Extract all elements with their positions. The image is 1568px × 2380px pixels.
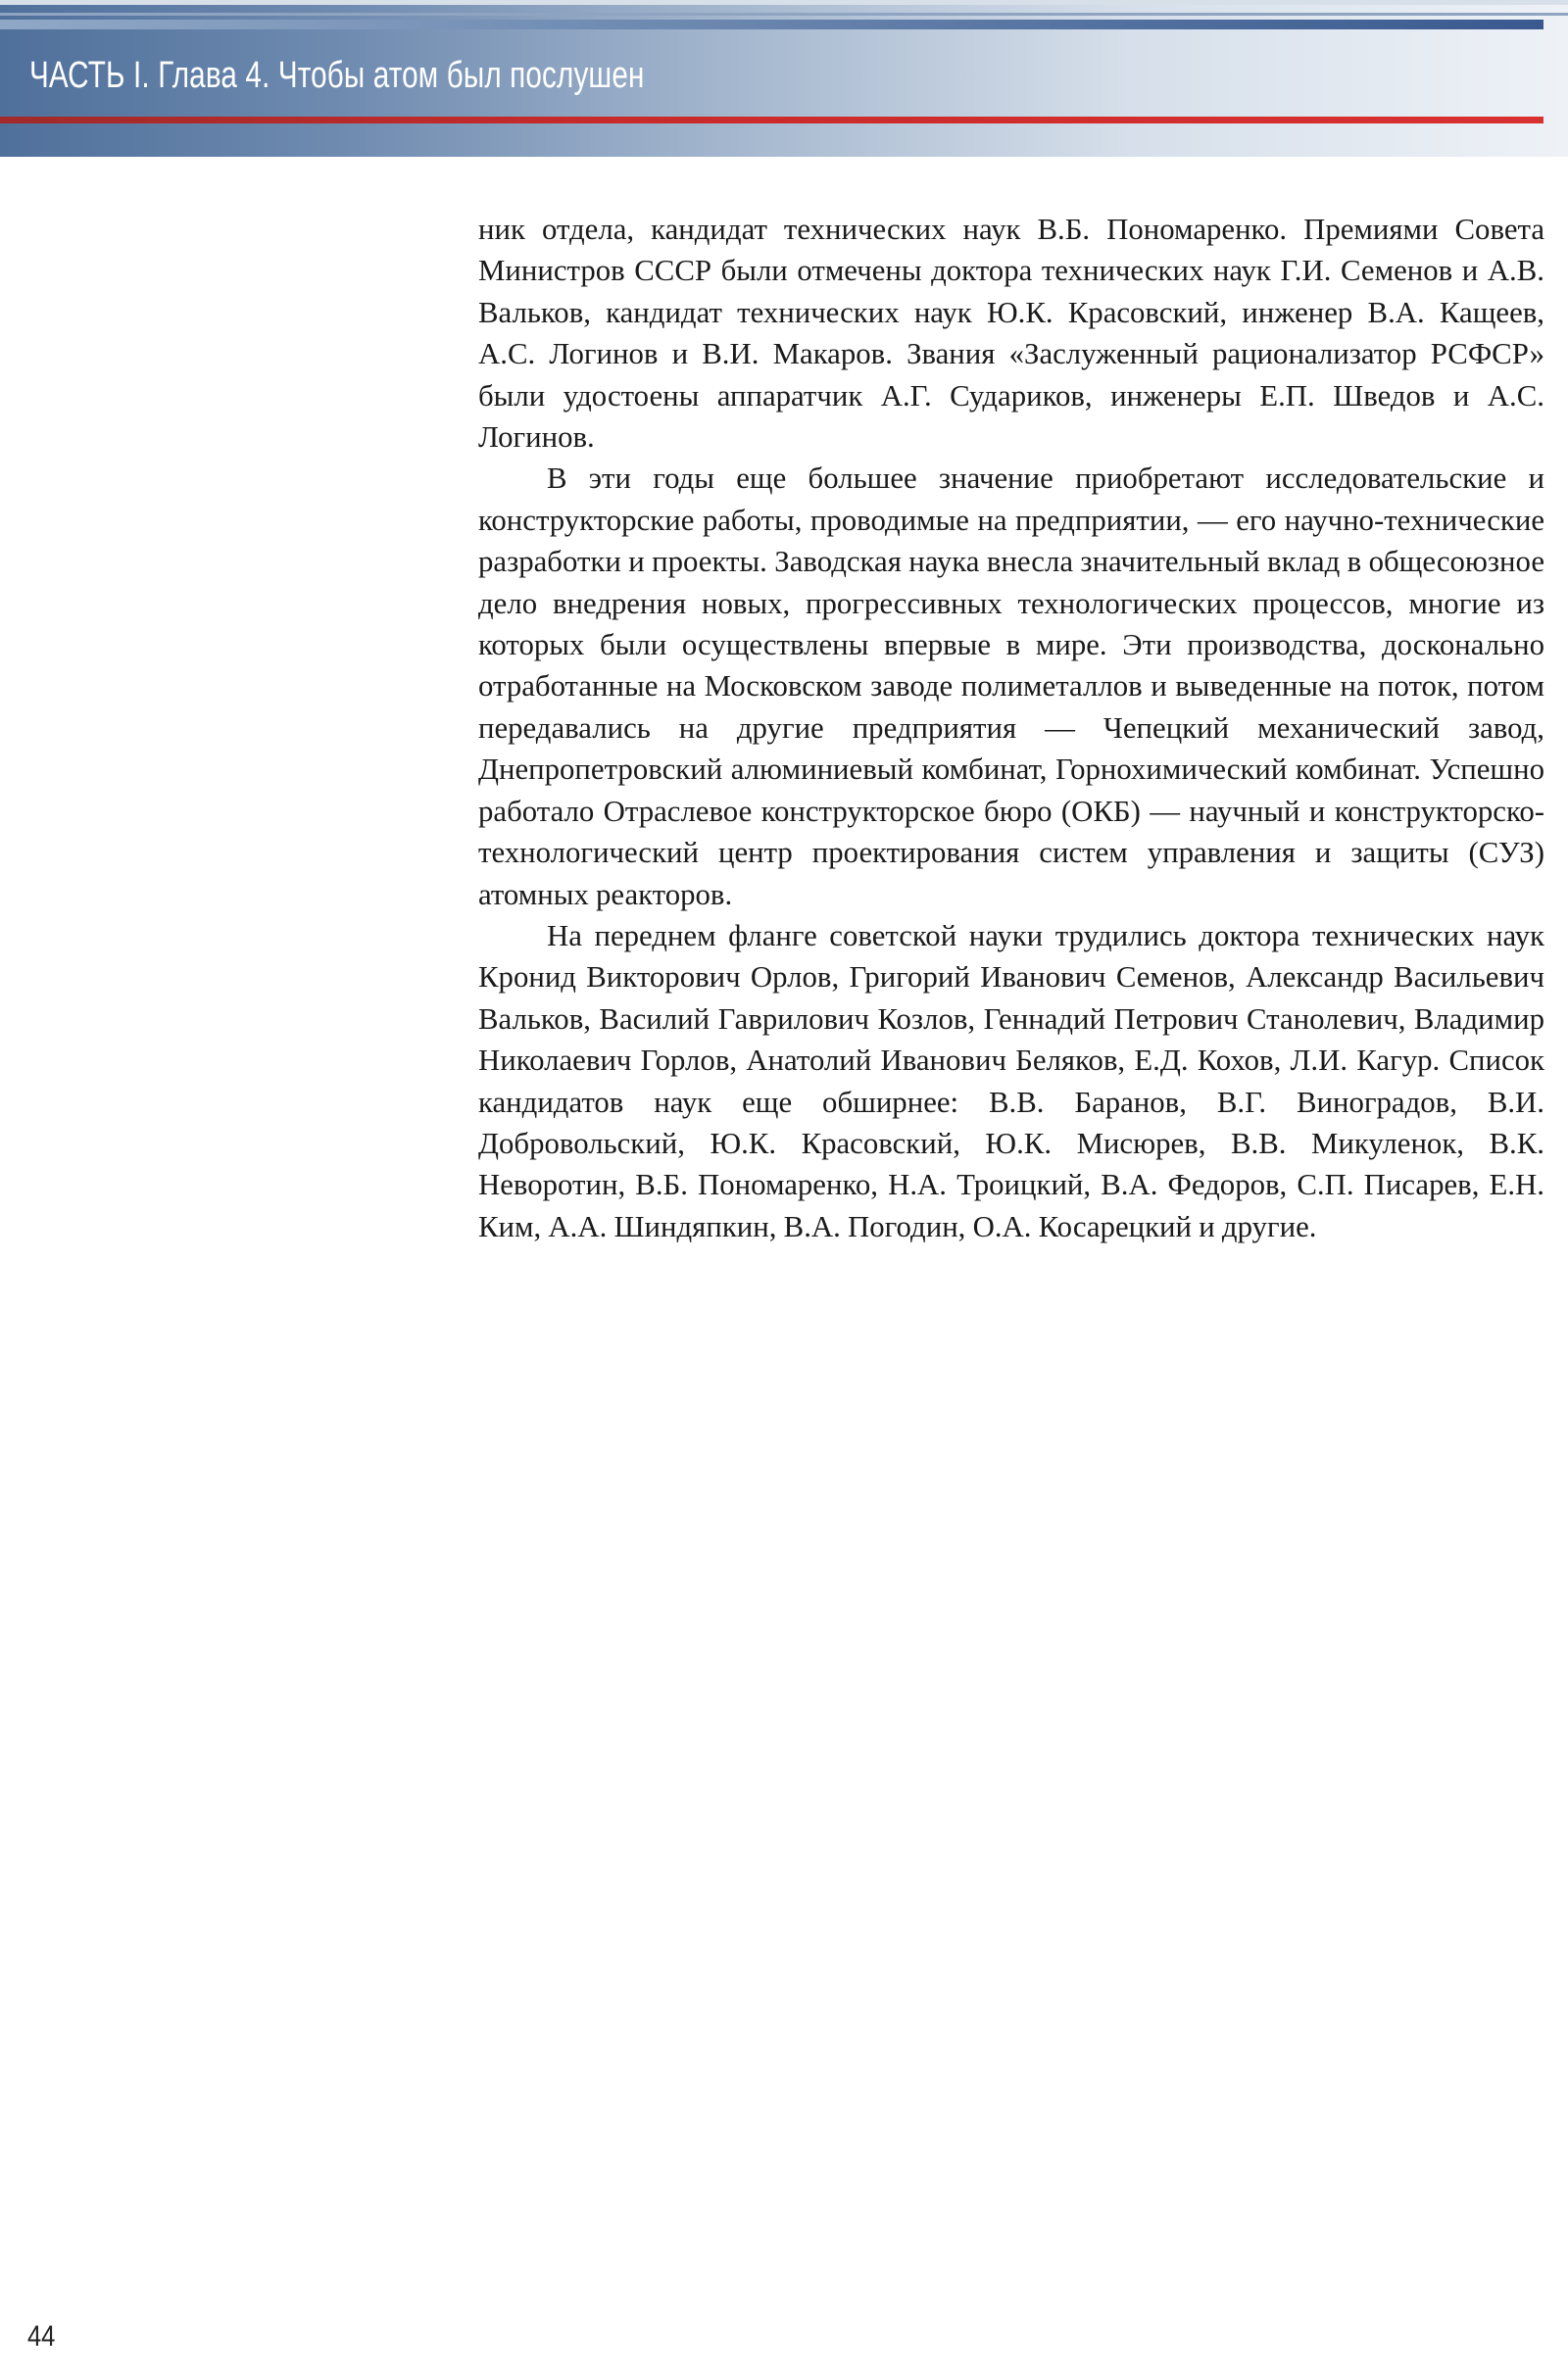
header-thin-stripe [0, 13, 1568, 16]
paragraph-3: На переднем фланге советской науки трудились доктора технических наук Кронид Викторович Орлов, Григорий Иванович Семенов, Александр Васильевич Вальков, Василий Гаврилович Козлов, Геннадий Петрович Станолевич, Владимир Николаевич Горлов, Анатолий Иванович Беляков, Е.Д. Кохов, Л.И. Кагур. Список кандидатов наук еще обширнее: В.В. Баранов, В.Г. Виноградов, В.И. Добровольский, Ю.К. Красовский, Ю.К. Мисюрев, В.В. Микуленок, В.К. Неворотин, В.Б. Пономаренко, Н.А. Троицкий, В.А. Федоров, С.П. Писарев, Е.Н. Ким, А.А. Шиндяпкин, В.А. Погодин, О.А. Косарецкий и другие. [478, 918, 1544, 1243]
header-top-stripe [0, 0, 1568, 5]
paragraph-2: В эти годы еще большее значение приобретают исследовательские и конструкторские работы, проводимые на предприятии, — его научно-технические разработки и проекты. Заводская наука внесла значительный вклад в общесоюзное дело внедрения новых, прогрессивных технологических процессов, многие из которых были осуществлены впервые в мире. Эти производства, досконально отработанные на Московском заводе полиметаллов и выведенные на поток, потом передавались на другие предприятия — Чепецкий механический завод, Днепропетровский алюминиевый комбинат, Горнохимический комбинат. Успешно работало Отраслевое конструкторское бюро (ОКБ) — научный и конструкторско-технологический центр проектирования систем управления и защиты (СУЗ) атомных реакторов. [478, 461, 1544, 911]
running-header-title: ЧАСТЬ I. Глава 4. Чтобы атом был послушен [29, 55, 645, 96]
paragraph-1: ник отдела, кандидат технических наук В.Б. Пономаренко. Премиями Совета Министров СССР были отмечены доктора технических наук Г.И. Семенов и А.В. Вальков, кандидат технических наук Ю.К. Красовский, инженер В.А. Кащеев, А.С. Логинов и В.И. Макаров. Звания «Заслуженный рационализатор РСФСР» были удостоены аппаратчик А.Г. Судариков, инженеры Е.П. Шведов и А.С. Логинов. [478, 213, 1544, 455]
header-red-rule [0, 117, 1544, 123]
page-number: 44 [27, 2320, 56, 2353]
header-blue-stripe [0, 20, 1544, 29]
chapter-header-band [0, 0, 1568, 157]
body-text-column [478, 209, 1544, 1247]
